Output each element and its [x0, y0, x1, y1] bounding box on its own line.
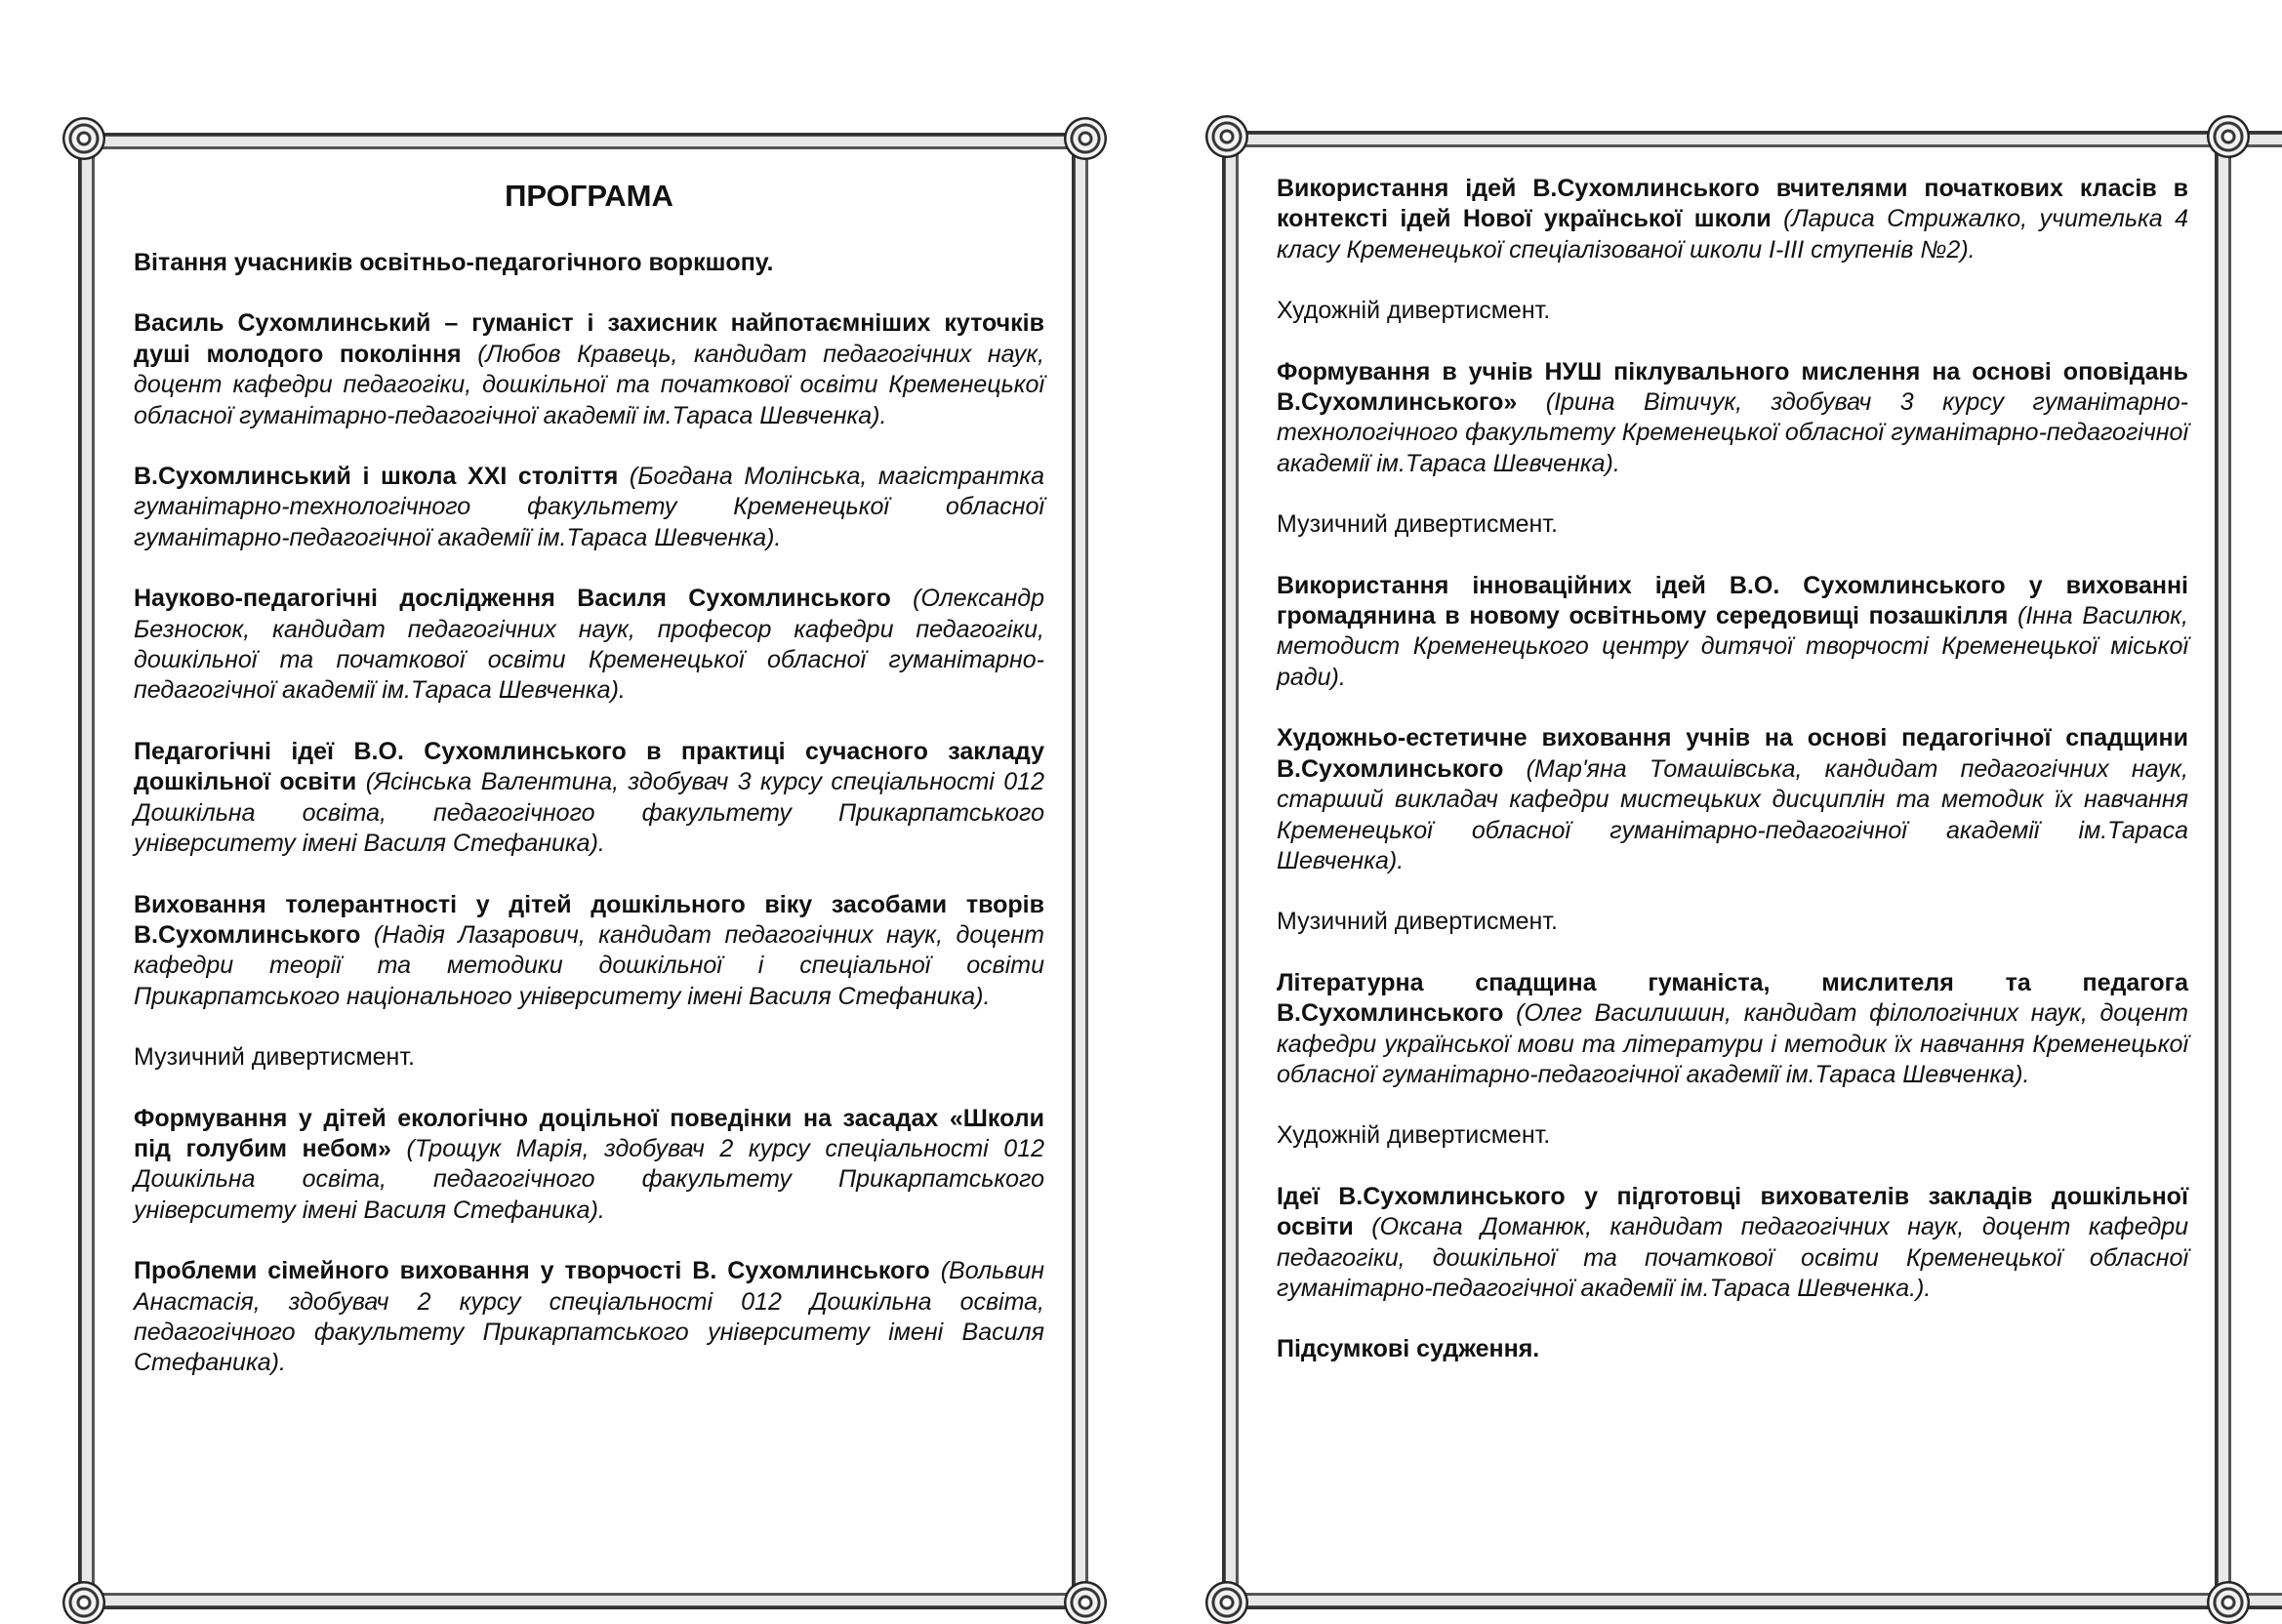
item-speaker: (Любов Кравець, кандидат педагогічних наук, доцент кафедри педагогіки, дошкільної та початкової освіти Кременецької обласної гуманітарно-педагогічної академії ім.Тараса Шевченка).	[134, 340, 1044, 429]
frame-left-border	[1222, 144, 1239, 1601]
frame-top-border	[1215, 131, 2282, 147]
program-item	[134, 308, 1044, 431]
item-speaker: (Оксана Доманюк, кандидат педагогічних наук, доцент кафедри педагогіки, дошкільної та початкової освіти Кременецької обласної гуманітарно-педагогічної академії ім.Тараса Шевченка.).	[1277, 1213, 2189, 1302]
item-heading: Проблеми сімейного виховання у творчості В. Сухомлинського	[134, 1257, 930, 1285]
frame-bottom-border	[70, 1593, 1085, 1609]
program-item	[134, 584, 1044, 707]
program-item	[1277, 723, 2188, 876]
frame-corner-ornament	[1205, 115, 1248, 158]
frame-corner-ornament	[62, 1581, 105, 1624]
item-speaker: (Інна Василюк, методист Кременецького центру дитячої творчості Кременецької міської ради).	[1277, 602, 2189, 691]
item-heading: Формування в учнів НУШ піклувального мислення на основі оповідань В.Сухомлинського»	[1277, 357, 2188, 417]
program-item	[134, 890, 1044, 1013]
frame-corner-ornament	[1064, 1581, 1107, 1624]
program-item	[1277, 968, 2188, 1091]
frame-right-border	[2215, 144, 2231, 1601]
frame-corner-ornament	[62, 117, 105, 160]
item-speaker: (Олег Василишин, кандидат філологічних наук, доцент кафедри української мови та літератури і методик їх навчання Кременецької обласної гуманітарно-педагогічної академії ім.Тараса Шевченка).	[1277, 999, 2188, 1088]
program-item	[1277, 357, 2188, 480]
frame-top-border	[70, 133, 1085, 149]
interlude: Музичний дивертисмент.	[134, 1043, 415, 1072]
program-left-column	[134, 172, 1044, 1409]
program-item	[1277, 1182, 2188, 1305]
closing-remarks	[1277, 1334, 2188, 1364]
frame-corner-ornament	[2207, 1581, 2250, 1624]
interlude: Музичний дивертисмент.	[1277, 908, 1558, 936]
frame-left-border	[78, 146, 95, 1601]
frame-corner-ornament	[1205, 1581, 1248, 1624]
greeting-text: Вітання учасників освітньо-педагогічного воркшопу.	[134, 249, 774, 276]
frame-right-border	[1072, 146, 1088, 1601]
program-item	[1277, 174, 2188, 265]
program-item	[134, 1104, 1044, 1227]
item-speaker: (Олександр Безносюк, кандидат педагогічних наук, професор кафедри педагогіки, дошкільної та початкової освіти Кременецької обласної гуманітарно-педагогічної академії ім.Тараса Шевченка).	[134, 585, 1044, 705]
closing-text: Підсумкові судження.	[1277, 1335, 1540, 1363]
interlude: Музичний дивертисмент.	[1277, 510, 1558, 539]
item-speaker: (Лариса Стрижалко, учителька 4 класу Кременецької спеціалізованої школи І-ІІІ ступенів №2).	[1277, 205, 2188, 264]
item-heading: Василь Сухомлинський – гуманіст і захисник найпотаємніших куточків душі молодого покоління	[134, 309, 1044, 368]
item-speaker: (Трощук Марія, здобувач 2 курсу спеціальності 012 Дошкільна освіта, педагогічного факультету Прикарпатського університету імені Василя Стефаника).	[134, 1134, 1045, 1224]
item-heading: Виховання толерантності у дітей дошкільного віку засобами творів В.Сухомлинського	[134, 890, 1044, 949]
program-item	[134, 1256, 1044, 1379]
item-speaker: (Надія Лазарович, кандидат педагогічних наук, доцент кафедри теорії та методики дошкільної і спеціальної освіти Прикарпатського національного університету імені Василя Стефаника).	[134, 920, 1045, 1010]
item-heading: Використання інноваційних ідей В.О. Сухомлинського у вихованні громадянина в новому освітньому середовищі позашкілля	[1277, 571, 2188, 630]
right-page	[1141, 0, 2282, 1614]
item-speaker: (Вольвин Анастасія, здобувач 2 курсу спеціальності 012 Дошкільна освіта, педагогічного факультету Прикарпатського університету імені Василя Стефаника).	[134, 1257, 1044, 1377]
item-speaker: (Богдана Молінська, магістрантка гуманітарно-технологічного факультету Кременецької обласної гуманітарно-педагогічної академії ім.Тараса Шевченка).	[134, 463, 1044, 551]
item-heading: Художньо-естетичне виховання учнів на основі педагогічної спадщини В.Сухомлинського	[1277, 724, 2188, 783]
program-item	[134, 737, 1044, 860]
interlude: Художній дивертисмент.	[1277, 1121, 1551, 1150]
item-heading: Ідеї В.Сухомлинського у підготовці вихователів закладів дошкільної освіти	[1277, 1182, 2188, 1241]
frame-corner-ornament	[1064, 117, 1107, 160]
greeting	[134, 248, 1044, 278]
item-heading: Педагогічні ідеї В.О. Сухомлинського в практиці сучасного закладу дошкільної освіти	[134, 737, 1044, 796]
left-page	[0, 0, 1141, 1614]
interlude: Художній дивертисмент.	[1277, 297, 1551, 325]
frame-bottom-border	[1215, 1593, 2282, 1609]
item-heading: Використання ідей В.Сухомлинського вчителями початкових класів в контексті ідей Нової української школи	[1277, 175, 2188, 233]
program-right-column	[1277, 174, 2188, 1396]
item-speaker: (Ясінська Валентина, здобувач 3 курсу спеціальності 012 Дошкільна освіта, педагогічного факультету Прикарпатського університету імені Василя Стефаника).	[134, 768, 1044, 858]
item-speaker: (Мар'яна Томашівська, кандидат педагогічних наук, старший викладач кафедри мистецьких дисциплін та методик їх навчання Кременецької обласної гуманітарно-педагогічної академії ім.Тараса Шевченка).	[1277, 754, 2188, 874]
item-heading: Науково-педагогічні дослідження Василя Сухомлинського	[134, 585, 891, 613]
item-heading: Формування у дітей екологічно доцільної поведінки на засадах «Школи під голубим небом»	[134, 1104, 1044, 1162]
item-speaker: (Ірина Вітичук, здобувач 3 курсу гуманітарно-технологічного факультету Кременецької обласної гуманітарно-педагогічної академії ім.Тараса Шевченка).	[1277, 388, 2188, 477]
page-title: ПРОГРАМА	[505, 179, 673, 213]
program-item	[1277, 571, 2188, 694]
program-item	[134, 462, 1044, 553]
frame-corner-ornament	[2207, 115, 2250, 158]
item-heading: Літературна спадщина гуманіста, мислителя та педагога В.Сухомлинського	[1277, 968, 2188, 1028]
item-heading: В.Сухомлинський і школа ХХІ століття	[134, 463, 619, 491]
